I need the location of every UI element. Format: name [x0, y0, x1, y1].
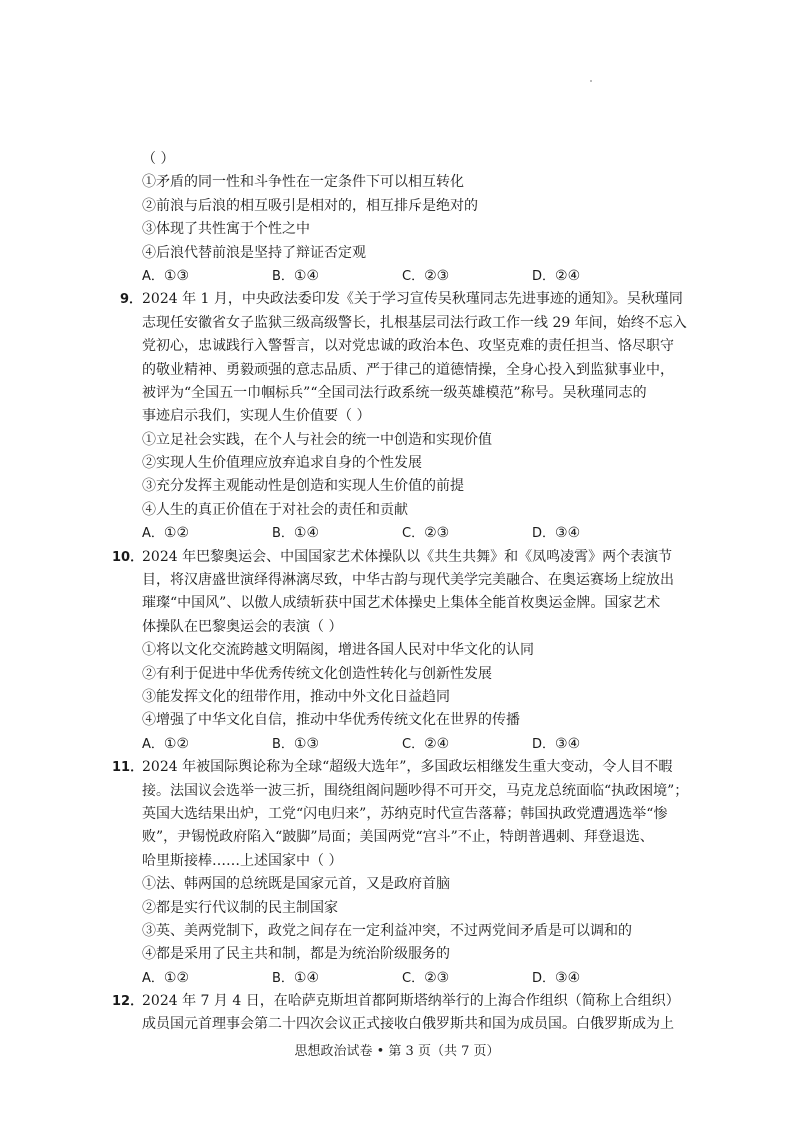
choice-d: D．③④ — [532, 735, 581, 752]
stem-line: 被评为“全国五一巾帼标兵”“全国司法行政系统一级英雄模范”称号。吴秋瑾同志的 — [142, 384, 647, 401]
answer-choices — [120, 733, 680, 756]
option-line: ②前浪与后浪的相互吸引是相对的，相互排斥是绝对的 — [142, 197, 478, 214]
stem-line: 2024 年巴黎奥运会、中国国家艺术体操队以《共生共舞》和《凤鸣凌霄》两个表演节 — [142, 548, 673, 565]
stem-line: 体操队在巴黎奥运会的表演（ ） — [142, 618, 343, 635]
option-line: ①法、韩两国的总统既是国家元首，又是政府首脑 — [142, 876, 450, 893]
question-number: 9． — [120, 292, 143, 308]
choice-c: C．②③ — [402, 267, 450, 284]
option-line: ③充分发挥主观能动性是创造和实现人生价值的前提 — [142, 478, 464, 495]
option-line: ①矛盾的同一性和斗争性在一定条件下可以相互转化 — [142, 174, 464, 191]
answer-choices — [120, 522, 680, 545]
question-9 — [120, 288, 687, 545]
stem-line: 党初心，忠诚践行入警誓言，以对党忠诚的政治本色、攻坚克难的责任担当、恪尽职守 — [142, 338, 674, 355]
stem-line: 目，将汉唐盛世演绎得淋漓尽致，中华古韵与现代美学完美融合、在奥运赛场上绽放出 — [142, 572, 674, 589]
stem-line: 2024 年被国际舆论称为全球“超级大选年”，多国政坛相继发生重大变动，令人目不暇 — [142, 759, 673, 776]
choice-a: A．①② — [142, 969, 190, 986]
choice-b: B．①④ — [272, 267, 320, 284]
stem-line: 璀璨“中国风”、以傲人成绩斩获中国艺术体操史上集体全能首枚奥运金牌。国家艺术 — [142, 595, 661, 612]
question-number: 12． — [112, 994, 144, 1010]
question-number: 11． — [112, 760, 144, 776]
question-11 — [112, 756, 689, 990]
stem-line: 事迹启示我们，实现人生价值要（ ） — [142, 408, 371, 425]
choice-a: A．①② — [142, 525, 190, 542]
option-line: ②实现人生价值理应放弃追求自身的个性发展 — [142, 455, 422, 472]
option-line: ④人生的真正价值在于对社会的责任和贡献 — [142, 501, 408, 518]
option-line: ③体现了共性寓于个性之中 — [142, 221, 310, 238]
option-line: ③能发挥文化的纽带作用，推动中外文化日益趋同 — [142, 688, 450, 705]
page-content — [112, 148, 689, 1037]
choice-c: C．②③ — [402, 525, 450, 542]
choice-b: B．①④ — [272, 525, 320, 542]
stem-line: 志现任安徽省女子监狱三级高级警长，扎根基层司法行政工作一线 29 年间，始终不忘入 — [142, 314, 687, 331]
option-line: ④都是采用了民主共和制，都是为统治阶级服务的 — [142, 946, 450, 963]
stem-line: 2024 年 1 月，中央政法委印发《关于学习宣传吴秋瑾同志先进事迹的通知》。吴秋瑾同 — [142, 291, 683, 308]
choice-d: D．③④ — [532, 525, 581, 542]
option-line: ④后浪代替前浪是坚持了辩证否定观 — [142, 244, 366, 261]
choice-d: D．③④ — [532, 969, 581, 986]
stem-line: 英国大选结果出炉，工党“闪电归来”，苏纳克时代宣告落幕；韩国执政党遭遇选举“惨 — [142, 805, 668, 822]
stem-line: 哈里斯接棒……上述国家中（ ） — [142, 852, 343, 869]
choice-a: A．①③ — [142, 267, 190, 284]
answer-choices — [120, 265, 680, 288]
scan-speck — [590, 80, 592, 82]
question-number: 10． — [112, 549, 144, 565]
stem-line: 败”，尹锡悦政府陷入“跛脚”局面；美国两党“宫斗”不止，特朗普遇刺、拜登退选、 — [142, 829, 654, 846]
option-line: ②都是实行代议制的民主制国家 — [142, 899, 338, 916]
choice-b: B．①④ — [272, 969, 320, 986]
choice-d: D．②④ — [532, 267, 581, 284]
option-line: ①将以文化交流跨越文明隔阂，增进各国人民对中华文化的认同 — [142, 642, 534, 659]
choice-c: C．②③ — [402, 969, 450, 986]
question-8-tail — [120, 148, 680, 288]
option-line: ②有利于促进中华优秀传统文化创造性转化与创新性发展 — [142, 665, 492, 682]
option-line: ③英、美两党制下，政党之间存在一定利益冲突，不过两党间矛盾是可以调和的 — [142, 922, 632, 939]
answer-choices — [120, 967, 680, 990]
page-footer: 思想政治试卷 • 第 3 页（共 7 页） — [294, 1044, 500, 1059]
stem-line: 2024 年 7 月 4 日，在哈萨克斯坦首都阿斯塔纳举行的上海合作组织（简称上合组织） — [142, 993, 680, 1010]
stem-line: 的敬业精神、勇毅顽强的意志品质、严于律己的道德情操，全身心投入到监狱事业中， — [142, 361, 674, 378]
choice-a: A．①② — [142, 735, 190, 752]
choice-b: B．①③ — [272, 735, 320, 752]
choice-c: C．②④ — [402, 735, 450, 752]
question-10 — [112, 546, 680, 757]
option-line: ④增强了中华文化自信，推动中华优秀传统文化在世界的传播 — [142, 712, 520, 729]
stem-line: 接。法国议会选举一波三折，围绕组阁问题吵得不可开交，马克龙总统面临“执政困境”； — [142, 782, 689, 799]
question-12 — [112, 990, 680, 1037]
answer-bracket: （ ） — [142, 151, 175, 167]
option-line: ①立足社会实践，在个人与社会的统一中创造和实现价值 — [142, 431, 492, 448]
stem-line: 成员国元首理事会第二十四次会议正式接收白俄罗斯共和国为成员国。白俄罗斯成为上 — [142, 1016, 674, 1033]
